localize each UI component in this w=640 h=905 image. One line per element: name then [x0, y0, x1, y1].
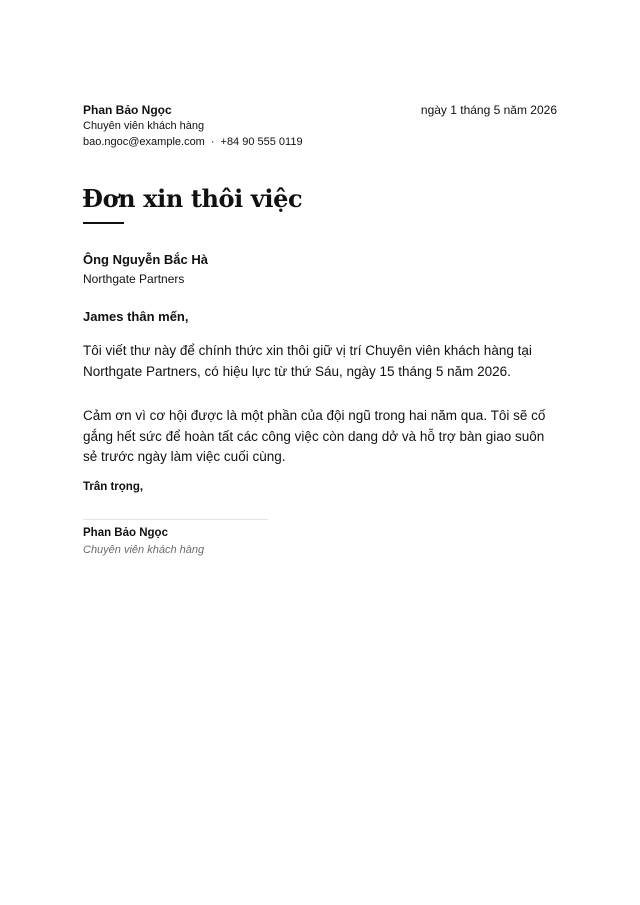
sender-phone: +84 90 555 0119	[220, 136, 303, 148]
contact-separator: ·	[210, 136, 215, 148]
body-paragraph-2: Cảm ơn vì cơ hội được là một phần của đội ngũ trong hai năm qua. Tôi sẽ cố gắng hết sức để hoàn tất các công việc còn dang dở và hỗ trợ bàn giao suôn sẻ trước ngày làm việc cuối cùng.	[83, 408, 546, 464]
letter-date: ngày 1 tháng 5 năm 2026	[420, 103, 557, 117]
signature-divider	[83, 519, 268, 520]
recipient-block	[83, 251, 208, 288]
closing: Trân trọng,	[83, 481, 144, 493]
sender-contact	[83, 134, 303, 150]
letter-title: Đơn xin thôi việc	[82, 184, 303, 213]
sender-email: bao.ngoc@example.com	[83, 136, 205, 148]
sender-name: Phan Bảo Ngọc	[83, 103, 172, 117]
sender-role: Chuyên viên khách hàng	[83, 120, 205, 132]
recipient-name: Ông Nguyễn Bắc Hà	[83, 252, 208, 267]
signature-role: Chuyên viên khách hàng	[83, 544, 205, 556]
body-paragraph-1: Tôi viết thư này để chính thức xin thôi giữ vị trí Chuyên viên khách hàng tại Northgate Partners, có hiệu lực từ thứ Sáu, ngày 15 tháng 5 năm 2026.	[83, 343, 532, 379]
recipient-company: Northgate Partners	[83, 272, 185, 286]
title-underline	[83, 222, 124, 224]
signature-name: Phan Bảo Ngọc	[83, 527, 168, 539]
sender-block	[83, 102, 303, 150]
salutation: James thân mến,	[83, 309, 189, 324]
